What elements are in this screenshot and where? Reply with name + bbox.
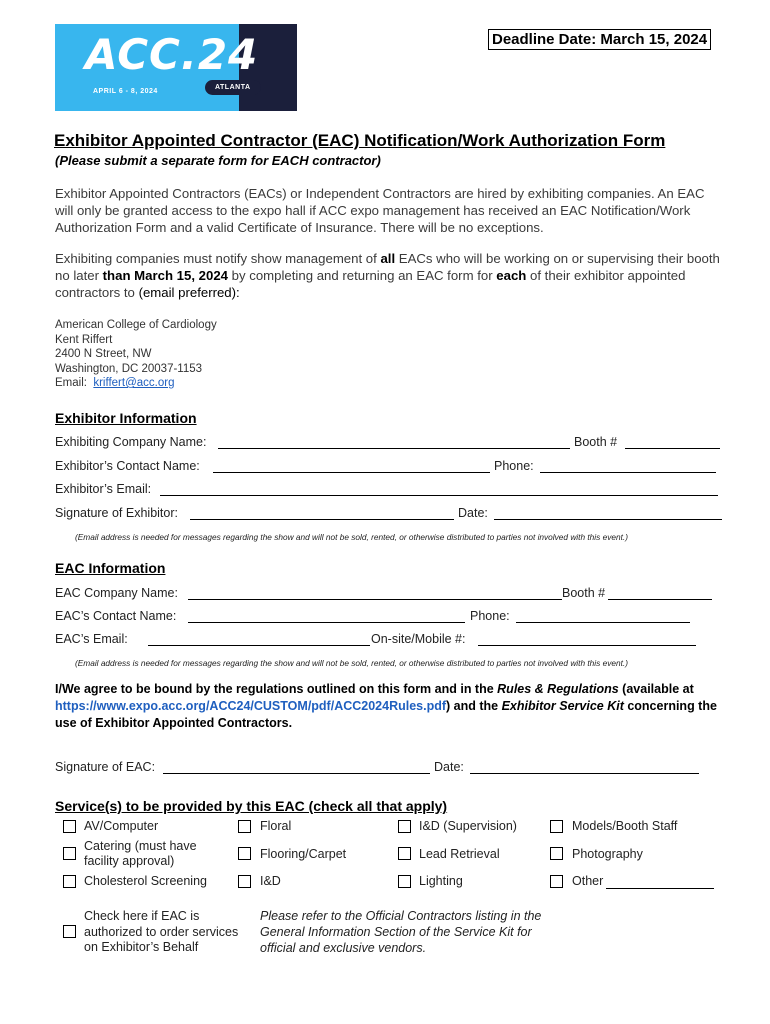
official-contractors-note: Please refer to the Official Contractors listing in the General Information Section of the Service Kit for official and exclusive vendors. [260,909,542,955]
services-heading: Service(s) to be provided by this EAC (check all that apply) [55,798,448,814]
notify-text-4: of their exhibitor appointed contractors to [55,268,686,300]
logo-title: ACC.24 [85,30,259,79]
checkbox-other[interactable] [550,875,563,888]
eac-mobile-label: On-site/Mobile #: [371,632,466,646]
eac-phone-label: Phone: [470,609,510,623]
service-models-booth-staff: Models/Booth Staff [572,819,678,833]
eac-email-field[interactable] [148,645,370,646]
exhibitor-phone-label: Phone: [494,459,534,473]
service-id: I&D [260,874,281,888]
address-email-label: Email: [55,377,87,389]
service-floral: Floral [260,819,292,833]
exhibitor-contact-label: Exhibitor’s Contact Name: [55,459,200,473]
checkbox-floral[interactable] [238,820,251,833]
eac-signature-label: Signature of EAC: [55,760,156,774]
checkbox-lighting[interactable] [398,875,411,888]
eac-company-label: EAC Company Name: [55,586,178,600]
checkbox-models-booth-staff[interactable] [550,820,563,833]
eac-email-label: EAC’s Email: [55,632,128,646]
email-link[interactable]: kriffert@acc.org [93,377,175,389]
agreement-paragraph [55,681,735,732]
exhibitor-heading: Exhibitor Information [55,410,197,426]
exhibitor-date-label: Date: [458,506,488,520]
checkbox-id[interactable] [238,875,251,888]
logo-city: ATLANTA [205,80,261,95]
service-id-supervision: I&D (Supervision) [419,819,517,833]
checkbox-catering[interactable] [63,847,76,860]
agree-service-kit: Exhibitor Service Kit [501,699,624,713]
eac-booth-field[interactable] [608,599,712,600]
checkbox-id-supervision[interactable] [398,820,411,833]
service-cholesterol-screening: Cholesterol Screening [84,874,207,888]
eac-phone-field[interactable] [516,622,690,623]
acc24-logo [55,24,297,111]
agree-text-1: I/We agree to be bound by the regulations outlined on this form and in the [55,682,498,696]
notify-bold-all: all [380,251,396,266]
form-title: Exhibitor Appointed Contractor (EAC) Notification/Work Authorization Form [54,131,666,150]
notify-email-preferred: (email preferred): [138,285,240,300]
service-lighting: Lighting [419,874,463,888]
service-flooring-carpet: Flooring/Carpet [260,847,347,861]
address-name: Kent Riffert [55,333,113,346]
agree-text-3: ) and the [446,699,502,713]
eac-email-note: (Email address is needed for messages regarding the show and will not be sold, rented, or otherwise distributed to parties not involved with this event.) [75,658,628,668]
exhibitor-signature-field[interactable] [190,519,454,520]
address-org: American College of Cardiology [55,319,217,331]
address-street: 2400 N Street, NW [55,348,152,360]
service-other: Other [572,874,604,888]
service-photography: Photography [572,847,643,861]
address-city: Washington, DC 20037-1153 [55,362,203,375]
checkbox-flooring-carpet[interactable] [238,847,251,860]
eac-company-field[interactable] [188,599,562,600]
checkbox-lead-retrieval[interactable] [398,847,411,860]
checkbox-order-authorization[interactable] [63,925,76,938]
checkbox-av-computer[interactable] [63,820,76,833]
exhibitor-email-field[interactable] [160,495,718,496]
exhibitor-date-field[interactable] [494,519,722,520]
order-authorization-label: Check here if EAC is authorized to order services on Exhibitor’s Behalf [84,909,239,954]
exhibitor-company-field[interactable] [218,448,570,449]
form-subtitle: (Please submit a separate form for EACH contractor) [55,153,381,168]
exhibitor-signature-label: Signature of Exhibitor: [55,506,178,520]
eac-booth-label: Booth # [562,586,606,600]
exhibitor-booth-label: Booth # [574,435,618,449]
deadline-box: Deadline Date: March 15, 2024 [488,29,711,50]
eac-contact-field[interactable] [188,622,465,623]
other-service-field[interactable] [606,888,714,889]
logo-dates: APRIL 6 - 8, 2024 [93,88,158,95]
notify-paragraph [55,250,725,301]
exhibitor-booth-field[interactable] [625,448,720,449]
agree-rules-title: Rules & Regulations [497,682,619,696]
eac-contact-label: EAC’s Contact Name: [55,609,177,623]
checkbox-cholesterol-screening[interactable] [63,875,76,888]
exhibitor-contact-field[interactable] [213,472,490,473]
agree-text-2: (available at [618,682,694,696]
intro-paragraph: Exhibitor Appointed Contractors (EACs) or Independent Contractors are hired by exhibiting companies. An EAC will only be granted access to the expo hall if ACC expo management has received an EAC Notification/Work Authorization Form and a valid Certificate of Insurance. There will be no exceptions. [55,186,705,235]
eac-heading: EAC Information [55,560,166,576]
notify-bold-each: each [496,268,527,283]
notify-bold-date: than March 15, 2024 [102,268,228,283]
service-lead-retrieval: Lead Retrieval [419,847,500,861]
eac-date-field[interactable] [470,773,699,774]
eac-signature-field[interactable] [163,773,430,774]
eac-date-label: Date: [434,760,464,774]
service-catering: Catering (must have facility approval) [84,839,197,868]
exhibitor-email-label: Exhibitor’s Email: [55,482,152,496]
eac-mobile-field[interactable] [478,645,696,646]
checkbox-photography[interactable] [550,847,563,860]
notify-text-1: Exhibiting companies must notify show management of [55,251,381,266]
notify-text-3: by completing and returning an EAC form for [228,268,497,283]
mailing-address [55,318,217,391]
exhibitor-phone-field[interactable] [540,472,716,473]
agree-text-4: concerning the use of Exhibitor Appointed Contractors. [55,699,717,730]
rules-link[interactable]: https://www.expo.acc.org/ACC24/CUSTOM/pdf/ACC2024Rules.pdf [55,699,447,713]
exhibitor-company-label: Exhibiting Company Name: [55,435,207,449]
notify-text-2: EACs who will be working on or supervising their booth no later [55,251,720,283]
service-av-computer: AV/Computer [84,819,159,833]
exhibitor-email-note: (Email address is needed for messages regarding the show and will not be sold, rented, or otherwise distributed to parties not involved with this event.) [75,532,628,542]
